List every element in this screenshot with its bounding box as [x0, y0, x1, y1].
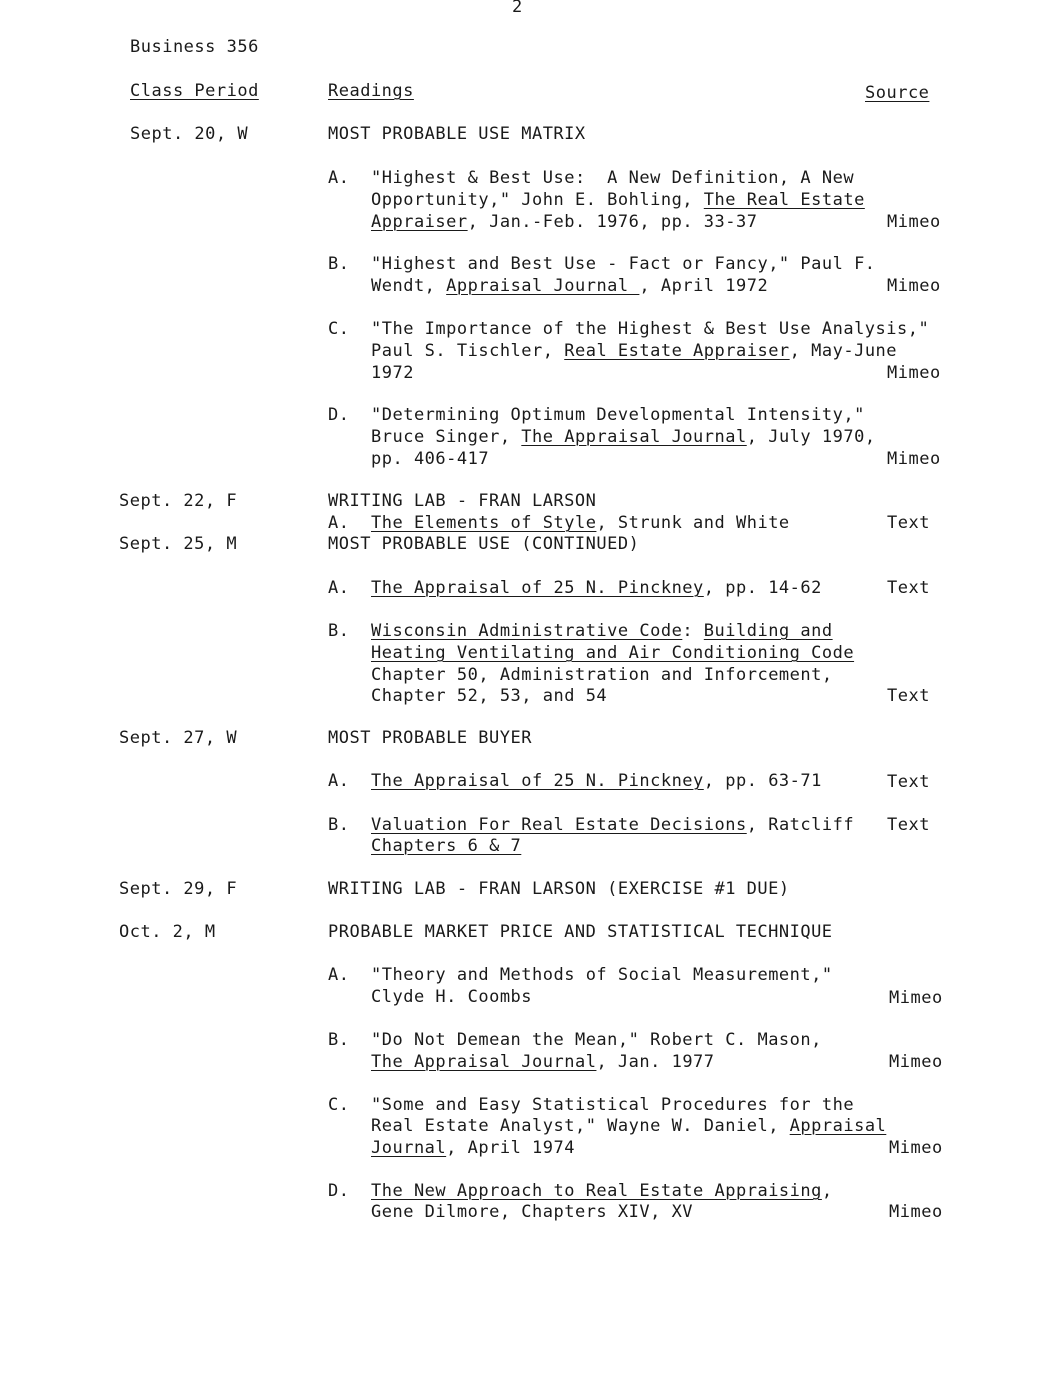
publication-title: Valuation For Real Estate Decisions — [371, 815, 747, 835]
class-period-header: Class Period — [130, 81, 259, 101]
reading-line: Gene Dilmore, Chapters XIV, XV — [371, 1202, 694, 1222]
item-letter: A. — [328, 168, 350, 188]
item-letter: A. — [328, 965, 350, 985]
item-letter: B. — [328, 621, 350, 641]
publication-title: The Appraisal of 25 N. Pinckney — [371, 578, 704, 598]
reading-text: , Ratcliff — [746, 815, 855, 835]
reading-line — [371, 814, 854, 836]
reading-line: "Theory and Methods of Social Measurement," — [371, 965, 833, 985]
source-label: Text — [887, 686, 930, 706]
reading-line: Clyde H. Coombs — [371, 987, 533, 1007]
topic-title: MOST PROBABLE USE MATRIX — [328, 124, 586, 144]
publication-title: Building and — [703, 621, 833, 641]
reading-line — [371, 1115, 886, 1137]
reading-text: , pp. 63-71 — [703, 771, 822, 791]
item-letter: B. — [328, 815, 350, 835]
reading-text: Opportunity," John E. Bohling, — [371, 190, 704, 210]
source-label: Text — [887, 578, 930, 598]
readings-header: Readings — [328, 81, 414, 101]
source-label: Mimeo — [887, 449, 941, 469]
publication-title: Appraisal — [789, 1116, 887, 1136]
reading-text: , April 1972 — [639, 276, 769, 296]
publication-title: Real Estate Appraiser — [564, 341, 790, 361]
publication-title: Appraisal Journal — [446, 276, 640, 296]
reading-text: , — [821, 1181, 833, 1201]
source-label: Mimeo — [889, 1202, 943, 1222]
reading-line — [371, 1180, 833, 1202]
reading-text: : — [682, 621, 704, 641]
item-letter: B. — [328, 254, 350, 274]
reading-line: "Highest & Best Use: A New Definition, A New — [371, 168, 855, 188]
topic-title: PROBABLE MARKET PRICE AND STATISTICAL TECHNIQUE — [328, 922, 833, 942]
reading-text: , April 1974 — [446, 1138, 575, 1158]
publication-title: The Elements of Style — [371, 513, 597, 533]
source-label: Text — [887, 513, 930, 533]
topic-title: WRITING LAB - FRAN LARSON (EXERCISE #1 DUE) — [328, 879, 790, 899]
publication-title: The Real Estate — [703, 190, 865, 210]
reading-text: , pp. 14-62 — [703, 578, 822, 598]
reading-text: Wendt, — [371, 276, 447, 296]
source-label: Mimeo — [887, 363, 941, 383]
item-letter: D. — [328, 405, 350, 425]
reading-text: Bruce Singer, — [371, 427, 522, 447]
topic-title: MOST PROBABLE USE (CONTINUED) — [328, 534, 640, 554]
item-letter: D. — [328, 1181, 350, 1201]
reading-text: Paul S. Tischler, — [371, 341, 565, 361]
reading-text: Real Estate Analyst," Wayne W. Daniel, — [371, 1116, 790, 1136]
item-letter: C. — [328, 319, 350, 339]
reading-line — [371, 189, 865, 211]
publication-title: The Appraisal of 25 N. Pinckney — [371, 771, 704, 791]
reading-line — [371, 340, 897, 362]
reading-line — [371, 620, 833, 642]
reading-line: "The Importance of the Highest & Best Use Analysis," — [371, 319, 930, 339]
reading-line — [371, 211, 757, 233]
class-date: Sept. 25, M — [119, 534, 238, 554]
topic-title: MOST PROBABLE BUYER — [328, 728, 532, 748]
reading-line: Chapter 52, 53, and 54 — [371, 686, 608, 706]
publication-title: Heating Ventilating and Air Conditioning Code — [371, 643, 855, 663]
publication-title: The Appraisal Journal — [371, 1052, 597, 1072]
topic-title: WRITING LAB - FRAN LARSON — [328, 491, 597, 511]
source-label: Text — [887, 815, 930, 835]
reading-text: , Strunk and White — [596, 513, 790, 533]
class-date: Sept. 20, W — [130, 124, 249, 144]
reading-line: "Determining Optimum Developmental Intensity," — [371, 405, 865, 425]
publication-title: The Appraisal Journal — [521, 427, 747, 447]
source-label: Mimeo — [887, 212, 941, 232]
publication-title: The New Approach to Real Estate Appraising — [371, 1181, 822, 1201]
page-number: 2 — [512, 0, 523, 17]
source-label: Mimeo — [889, 1138, 943, 1158]
reading-line — [371, 1137, 575, 1159]
publication-title: Wisconsin Administrative Code — [371, 621, 683, 641]
source-label: Text — [887, 772, 930, 792]
publication-title: Chapters 6 & 7 — [371, 836, 522, 856]
reading-line: "Some and Easy Statistical Procedures for the — [371, 1095, 855, 1115]
class-date: Sept. 29, F — [119, 879, 238, 899]
source-label: Mimeo — [889, 988, 943, 1008]
reading-text: , Jan.-Feb. 1976, pp. 33-37 — [467, 212, 758, 232]
reading-line: "Highest and Best Use - Fact or Fancy," Paul F. — [371, 254, 876, 274]
reading-text: , Jan. 1977 — [596, 1052, 715, 1072]
reading-text: , July 1970, — [746, 427, 876, 447]
reading-line — [371, 1051, 715, 1073]
publication-title: Journal — [371, 1138, 447, 1158]
class-date: Sept. 22, F — [119, 491, 238, 511]
reading-line — [371, 275, 768, 297]
reading-line: 1972 — [371, 363, 414, 383]
item-letter: A. — [328, 513, 350, 533]
reading-text: , May-June — [789, 341, 898, 361]
item-letter: A. — [328, 771, 350, 791]
publication-title: Appraiser — [371, 212, 468, 232]
reading-line — [371, 512, 790, 534]
source-label: Mimeo — [887, 276, 941, 296]
source-label: Mimeo — [889, 1052, 943, 1072]
source-header: Source — [865, 83, 930, 103]
class-date: Sept. 27, W — [119, 728, 238, 748]
reading-line — [371, 577, 822, 599]
course-title: Business 356 — [130, 37, 259, 57]
reading-line — [371, 426, 876, 448]
class-date: Oct. 2, M — [119, 922, 216, 942]
reading-line: Chapter 50, Administration and Inforcement, — [371, 665, 833, 685]
item-letter: A. — [328, 578, 350, 598]
reading-line: "Do Not Demean the Mean," Robert C. Mason, — [371, 1030, 822, 1050]
item-letter: C. — [328, 1095, 350, 1115]
item-letter: B. — [328, 1030, 350, 1050]
reading-line: pp. 406-417 — [371, 449, 490, 469]
reading-line — [371, 770, 822, 792]
